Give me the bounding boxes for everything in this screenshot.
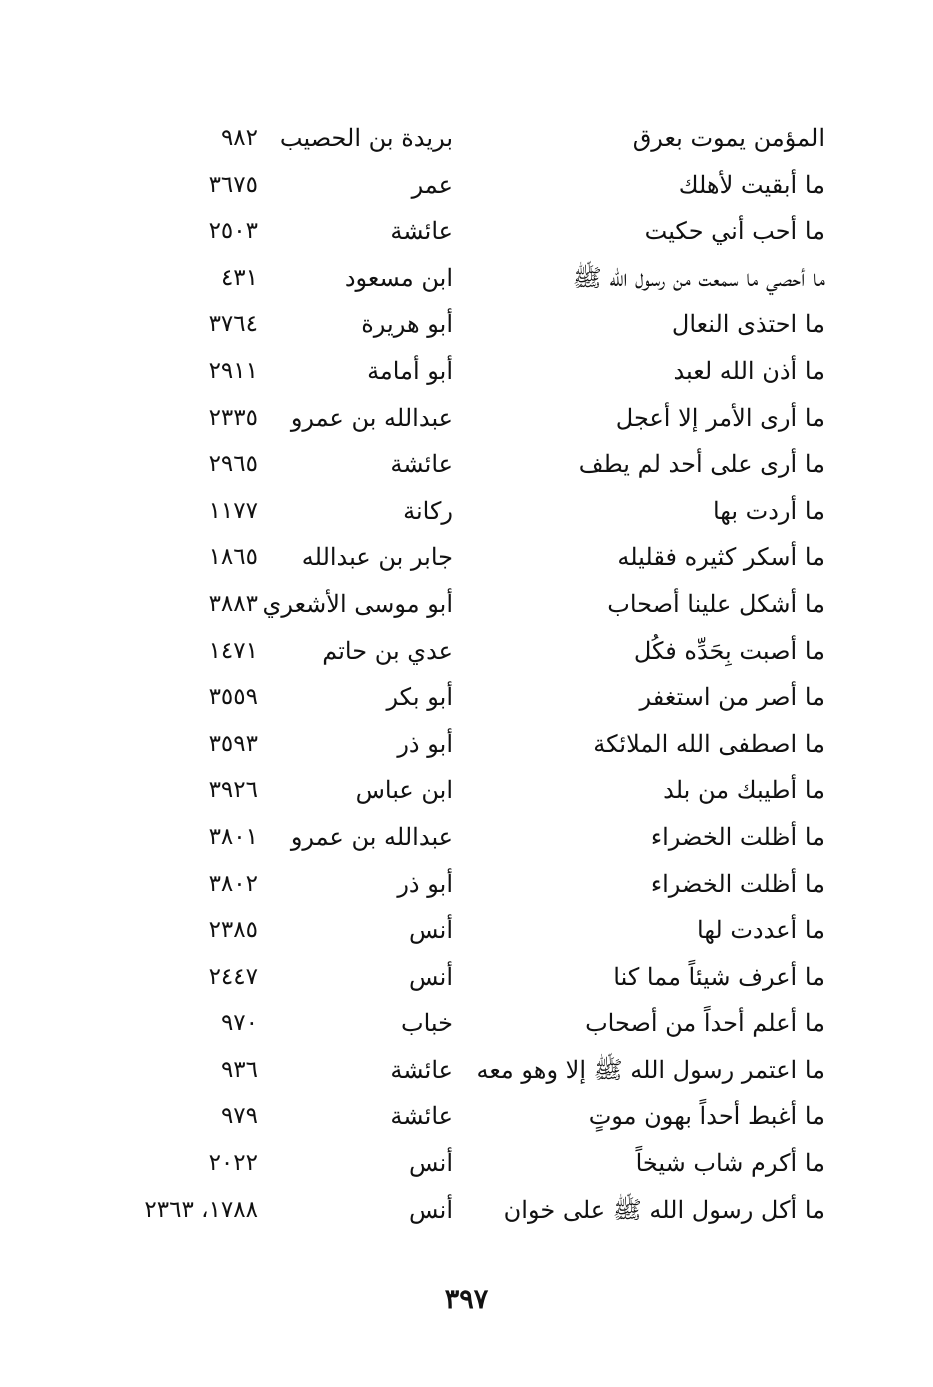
hadith-text: ما اصطفى الله الملائكة (593, 729, 825, 758)
index-row (0, 1000, 933, 1047)
hadith-number: ٢٣٣٥ (208, 404, 258, 431)
hadith-index-table (0, 115, 933, 1233)
index-row (0, 1093, 933, 1140)
hadith-number: ٤٣١ (220, 264, 258, 291)
narrator-name: أنس (409, 916, 453, 945)
hadith-number: ٩٧٠ (220, 1010, 258, 1037)
hadith-text: ما أكرم شاب شيخاً (635, 1149, 825, 1178)
hadith-number: ٩٨٢ (220, 125, 258, 151)
index-row (0, 721, 933, 768)
index-row (0, 441, 933, 488)
hadith-number: ٣٨٨٣ (208, 590, 258, 617)
hadith-number: ٣٨٠١ (208, 823, 258, 850)
hadith-number: ٢٩٦٥ (208, 451, 258, 478)
index-row (0, 814, 933, 861)
index-row (0, 581, 933, 628)
index-row (0, 255, 933, 302)
index-row (0, 301, 933, 348)
hadith-text: ما أبقيت لأهلك (678, 170, 825, 199)
narrator-name: عبدالله بن عمرو (290, 403, 453, 432)
hadith-text: ما أصر من استغفر (639, 683, 825, 712)
index-row (0, 628, 933, 675)
narrator-name: أبو هريرة (361, 310, 453, 339)
hadith-text: ما أعددت لها (697, 916, 825, 945)
hadith-text: ما أصبت بِحَدِّه فكُل (633, 636, 825, 665)
narrator-name: ركانة (403, 496, 453, 525)
narrator-name: عدي بن حاتم (322, 636, 453, 665)
narrator-name: أبو ذر (397, 869, 453, 898)
hadith-number: ٣٩٢٦ (208, 777, 258, 804)
index-row (0, 395, 933, 442)
hadith-number: ١١٧٧ (208, 497, 258, 524)
narrator-name: أبو بكر (386, 683, 453, 712)
index-row (0, 162, 933, 209)
index-row (0, 488, 933, 535)
narrator-name: أنس (409, 1149, 453, 1178)
narrator-name: أبو موسى الأشعري (262, 589, 453, 618)
index-row (0, 534, 933, 581)
hadith-text: ما أرى الأمر إلا أعجل (615, 403, 825, 432)
hadith-text: ما أعلم أحداً من أصحاب (585, 1009, 825, 1038)
index-row (0, 348, 933, 395)
narrator-name: أبو ذر (397, 729, 453, 758)
index-row (0, 861, 933, 908)
narrator-name: ابن عباس (355, 776, 453, 805)
narrator-name: بريدة بن الحصيب (279, 124, 453, 152)
hadith-number: ٣٦٧٥ (208, 171, 258, 198)
hadith-number: ٩٧٩ (220, 1103, 258, 1130)
hadith-text: ما أكل رسول الله ﷺ على خوان (503, 1195, 825, 1224)
narrator-name: عائشة (390, 217, 453, 246)
index-row (0, 115, 933, 162)
narrator-name: عائشة (390, 1055, 453, 1084)
index-row (0, 1047, 933, 1094)
narrator-name: عائشة (390, 1102, 453, 1131)
hadith-number: ٣٨٠٢ (208, 870, 258, 897)
hadith-number: ١٧٨٨، ٢٣٦٣ (144, 1196, 258, 1223)
narrator-name: خباب (401, 1009, 453, 1038)
hadith-number: ٢٩١١ (208, 357, 258, 384)
narrator-name: عمر (411, 170, 453, 199)
hadith-text: ما أسكر كثيره فقليله (617, 543, 825, 572)
narrator-name: أنس (409, 1195, 453, 1224)
narrator-name: عائشة (390, 450, 453, 479)
hadith-text: ما أحصي ما سمعت من رسول الله ﷺ (572, 263, 825, 292)
page-number: ٣٩٧ (444, 1284, 489, 1315)
hadith-text: ما أرى على أحد لم يطف (578, 450, 825, 479)
narrator-name: جابر بن عبدالله (301, 543, 453, 572)
hadith-text: ما اعتمر رسول الله ﷺ إلا وهو معه (476, 1055, 825, 1084)
hadith-number: ٣٧٦٤ (208, 311, 258, 338)
hadith-number: ٢٥٠٣ (208, 218, 258, 245)
index-row (0, 954, 933, 1001)
hadith-number: ٣٥٩٣ (208, 730, 258, 757)
hadith-text: ما أذن الله لعبد (673, 356, 825, 385)
hadith-number: ٢٠٢٢ (208, 1150, 258, 1177)
hadith-number: ١٤٧١ (208, 637, 258, 664)
hadith-number: ٢٣٨٥ (208, 917, 258, 944)
narrator-name: عبدالله بن عمرو (290, 822, 453, 851)
index-row (0, 674, 933, 721)
index-row (0, 1140, 933, 1187)
hadith-number: ٩٣٦ (220, 1056, 258, 1083)
narrator-name: أنس (409, 962, 453, 991)
hadith-text: ما أطيبك من بلد (663, 776, 825, 805)
hadith-text: ما أردت بها (712, 496, 825, 525)
index-row (0, 907, 933, 954)
hadith-text: ما احتذى النعال (671, 310, 825, 339)
hadith-number: ٢٤٤٧ (208, 963, 258, 990)
hadith-text: ما أشكل علينا أصحاب (607, 589, 825, 618)
hadith-number: ١٨٦٥ (208, 544, 258, 571)
hadith-text: المؤمن يموت بعرق (632, 124, 825, 152)
index-row (0, 208, 933, 255)
hadith-text: ما أحب أني حكيت (644, 217, 825, 246)
hadith-number: ٣٥٥٩ (208, 684, 258, 711)
narrator-name: ابن مسعود (344, 263, 453, 292)
hadith-text: ما أظلت الخضراء (650, 869, 825, 898)
hadith-text: ما أظلت الخضراء (650, 822, 825, 851)
narrator-name: أبو أمامة (367, 356, 453, 385)
index-row (0, 767, 933, 814)
index-row (0, 1187, 933, 1234)
hadith-text: ما أعرف شيئاً مما كنا (613, 962, 825, 991)
hadith-text: ما أغبط أحداً بهون موتٍ (588, 1102, 825, 1131)
